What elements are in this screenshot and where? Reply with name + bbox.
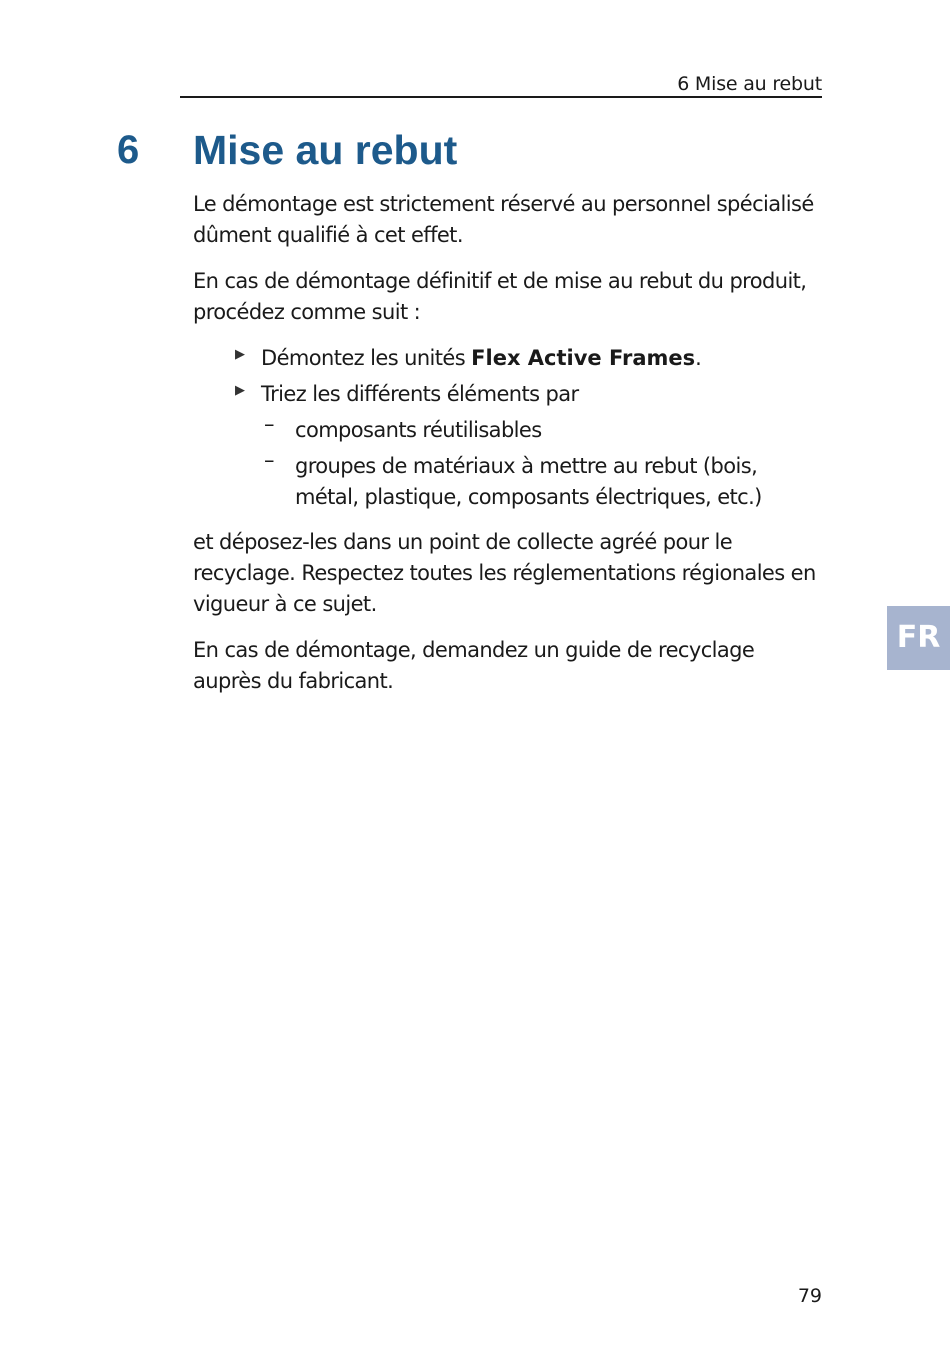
language-tab: FR <box>887 606 950 670</box>
step-text: Triez les différents éléments par <box>261 382 579 406</box>
intro-paragraph: Le démontage est strictement réservé au personnel spécialisé dûment qualifié à cet effet. <box>193 192 814 247</box>
dash-icon: – <box>264 448 274 472</box>
running-header: 6 Mise au rebut <box>677 73 822 95</box>
sort-category-item <box>261 412 823 446</box>
recycling-paragraph: et déposez-les dans un point de collecte agréé pour le recyclage. Respectez toutes les réglementations régionales en vigueur à ce sujet. <box>193 530 816 616</box>
bullet-arrow-icon: ▶ <box>235 383 245 398</box>
step-item <box>193 343 823 374</box>
step-item <box>193 379 823 513</box>
procedure-paragraph: En cas de démontage définitif et de mise au rebut du produit, procédez comme suit : <box>193 269 807 324</box>
chapter-number: 6 <box>117 128 140 172</box>
step-text-suffix: . <box>695 346 702 370</box>
step-list <box>193 343 823 513</box>
sort-category-text: composants réutilisables <box>295 418 542 442</box>
sort-category-list <box>261 412 823 513</box>
header-rule <box>180 96 822 98</box>
step-text: Démontez les unités <box>261 346 472 370</box>
page-number: 79 <box>797 1285 822 1307</box>
dash-icon: – <box>264 412 274 436</box>
chapter-title: Mise au rebut <box>193 127 458 173</box>
sort-category-item <box>261 448 823 513</box>
sort-category-text: groupes de matériaux à mettre au rebut (bois, métal, plastique, composants électriques, etc.) <box>295 454 762 509</box>
chapter-content <box>193 189 823 712</box>
manufacturer-guide-paragraph: En cas de démontage, demandez un guide de recyclage auprès du fabricant. <box>193 638 755 693</box>
product-name: Flex Active Frames <box>471 346 696 370</box>
bullet-arrow-icon: ▶ <box>235 347 245 362</box>
